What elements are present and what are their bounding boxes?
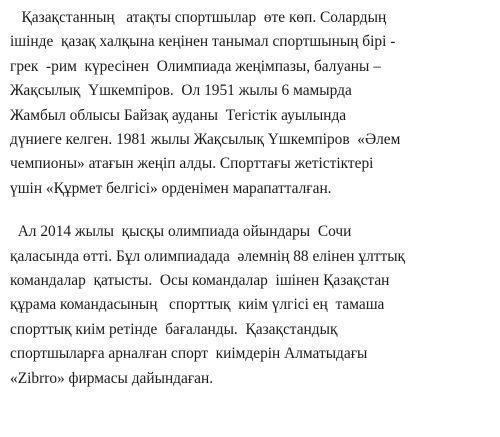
text-line: Жамбыл облысы Байзақ ауданы Тегістік ауылында xyxy=(10,106,347,124)
paragraph-1 xyxy=(10,6,492,201)
text-line: қаласында өтті. Бұл олимпиадада әлемнің 88 елінен ұлттық xyxy=(10,247,406,265)
text-line: дүниеге келген. 1981 жылы Жақсылық Үшкемпіров «Әлем xyxy=(10,131,401,149)
text-line: чемпионы» атағын жеңіп алды. Спорттағы жетістіктері xyxy=(10,155,374,173)
text-line: командалар қатысты. Осы командалар ішінен Қазақстан xyxy=(10,272,390,290)
text-line: Жақсылық Үшкемпіров. Ол 1951 жылы 6 мамырда xyxy=(10,82,352,100)
text-line: ішінде қазақ халқына кеңінен танымал спортшының бірі - xyxy=(10,33,396,51)
text-line: Ал 2014 жылы қысқы олимпиада ойындары Сочи xyxy=(10,223,352,241)
text-line: грек -рим күресінен Олимпиада жеңімпазы, балуаны – xyxy=(10,57,381,75)
paragraph-2 xyxy=(10,220,492,391)
text-line: «Zibrro» фирмасы дайындаған. xyxy=(10,369,214,387)
text-line: спортшыларға арналған спорт киімдерін Алматыдағы xyxy=(10,345,368,363)
text-line: құрама командасының спорттық киім үлгісі ең тамаша xyxy=(10,296,385,314)
text-line: спорттық киім ретінде бағаланды. Қазақстандық xyxy=(10,320,338,338)
text-line: Қазақстанның атақты спортшылар өте көп. Солардың xyxy=(10,9,387,26)
text-line: үшін «Құрмет белгісі» орденімен марапатталған. xyxy=(10,179,332,197)
